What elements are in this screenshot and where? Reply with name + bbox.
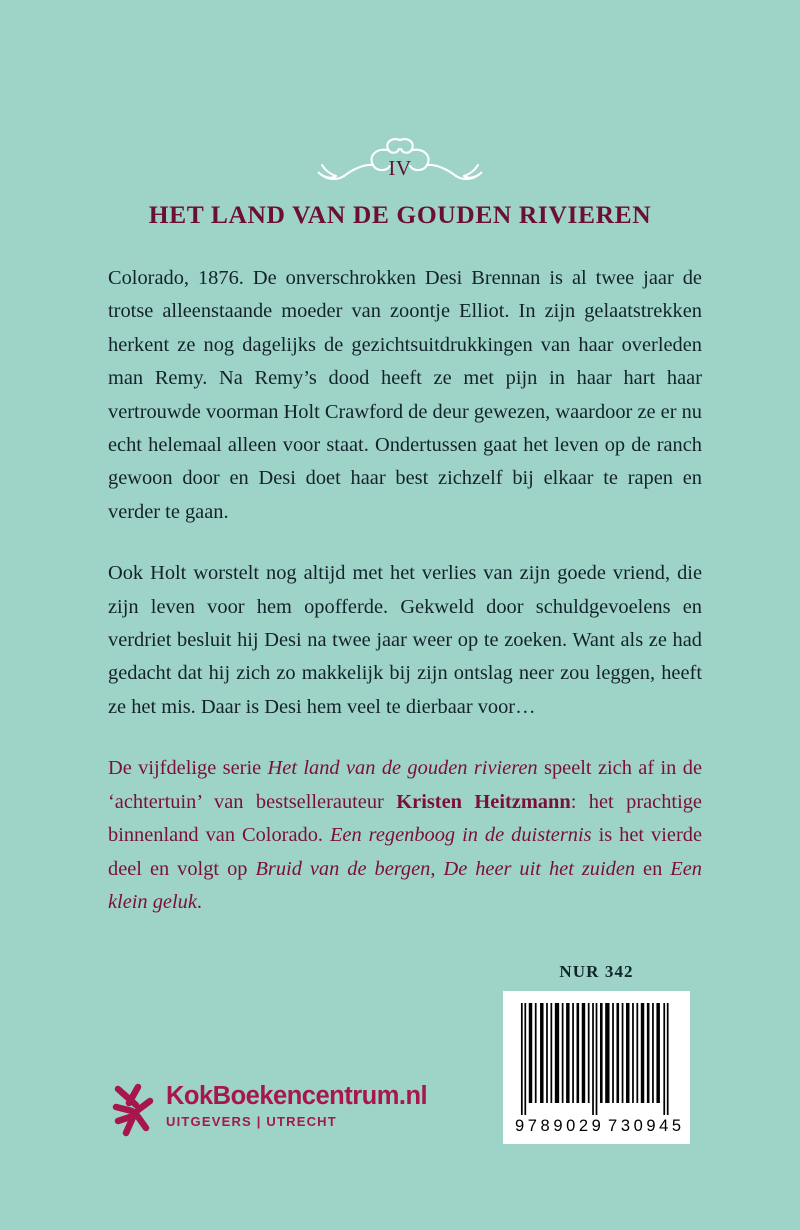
blurb-block	[108, 262, 702, 919]
barcode-digits	[514, 1115, 685, 1137]
publisher-name: KokBoekencentrum.nl	[166, 1082, 428, 1110]
publisher-mark-icon	[112, 1081, 156, 1139]
barcode-bars	[514, 1003, 679, 1115]
sequence-text: is het vierde deel en volgt op	[108, 824, 702, 880]
starburst-icon	[112, 1081, 156, 1139]
series-intro-text: De vijfdelige serie	[108, 757, 268, 780]
series-title: HET LAND VAN DE GOUDEN RIVIEREN	[148, 200, 652, 229]
blurb-paragraph-1: Colorado, 1876. De onverschrokken Desi Brennan is al twee jaar de trotse alleenstaande moeder van zoontje Elliot. In zijn gelaatstrekken herkent ze nog dagelijks de gezichtsuitdrukkingen van haar overleden man Remy. Na Remy’s dood heeft ze met pijn in haar hart haar vertrouwde voorman Holt Crawford de deur gewezen, waardoor ze er nu echt helemaal alleen voor staat. Ondertussen gaat het leven op de ranch gewoon door en Desi doet haar best zichzelf bij elkaar te rapen en verder te gaan.	[108, 267, 702, 523]
previous-book-title-3: Een klein geluk	[108, 857, 702, 913]
list-separator-2: en	[635, 857, 671, 880]
publisher-subtitle: UITGEVERS | UTRECHT	[166, 1113, 337, 1129]
barcode-block	[503, 991, 690, 1144]
setting-text: : het prachtige binnenland van Colorado.	[108, 790, 702, 847]
decorative-ornament	[0, 132, 800, 194]
current-book-title: Een regenboog in de duisternis	[329, 824, 592, 847]
previous-book-title-2: De heer uit het zuiden	[443, 857, 636, 880]
author-name: Kristen Heitzmann	[396, 790, 571, 813]
barcode-lead-digit: 9	[515, 1116, 525, 1135]
volume-numeral: IV	[388, 156, 412, 180]
barcode-inner	[514, 1003, 685, 1138]
series-name: Het land van de gouden rivieren	[267, 757, 538, 780]
list-separator-1: ,	[430, 857, 444, 880]
series-context-text: speelt zich af in de ‘achtertuin’ van bestsellerauteur	[108, 757, 702, 813]
nur-code: NUR 342	[559, 962, 634, 981]
publisher-text	[166, 1081, 427, 1128]
previous-book-title-1: Bruid van de bergen	[255, 857, 431, 880]
publisher-logo	[112, 1081, 427, 1139]
blurb-paragraph-3	[108, 752, 702, 919]
barcode-lines-icon	[514, 1003, 679, 1115]
barcode-group-2: 730945	[608, 1116, 685, 1135]
blurb-paragraph-2: Ook Holt worstelt nog altijd met het verlies van zijn goede vriend, die zijn leven voor hem opofferde. Gekweld door schuldgevoelens en verdriet besluit hij Desi na twee jaar weer op te zoeken. Want als ze had gedacht dat hij zich zo makkelijk bij zijn ontslag neer zou leggen, heeft ze het mis. Daar is Desi hem veel te dierbaar voor…	[108, 562, 702, 718]
sentence-end: .	[196, 890, 202, 913]
barcode-group-1: 789029	[527, 1116, 605, 1135]
